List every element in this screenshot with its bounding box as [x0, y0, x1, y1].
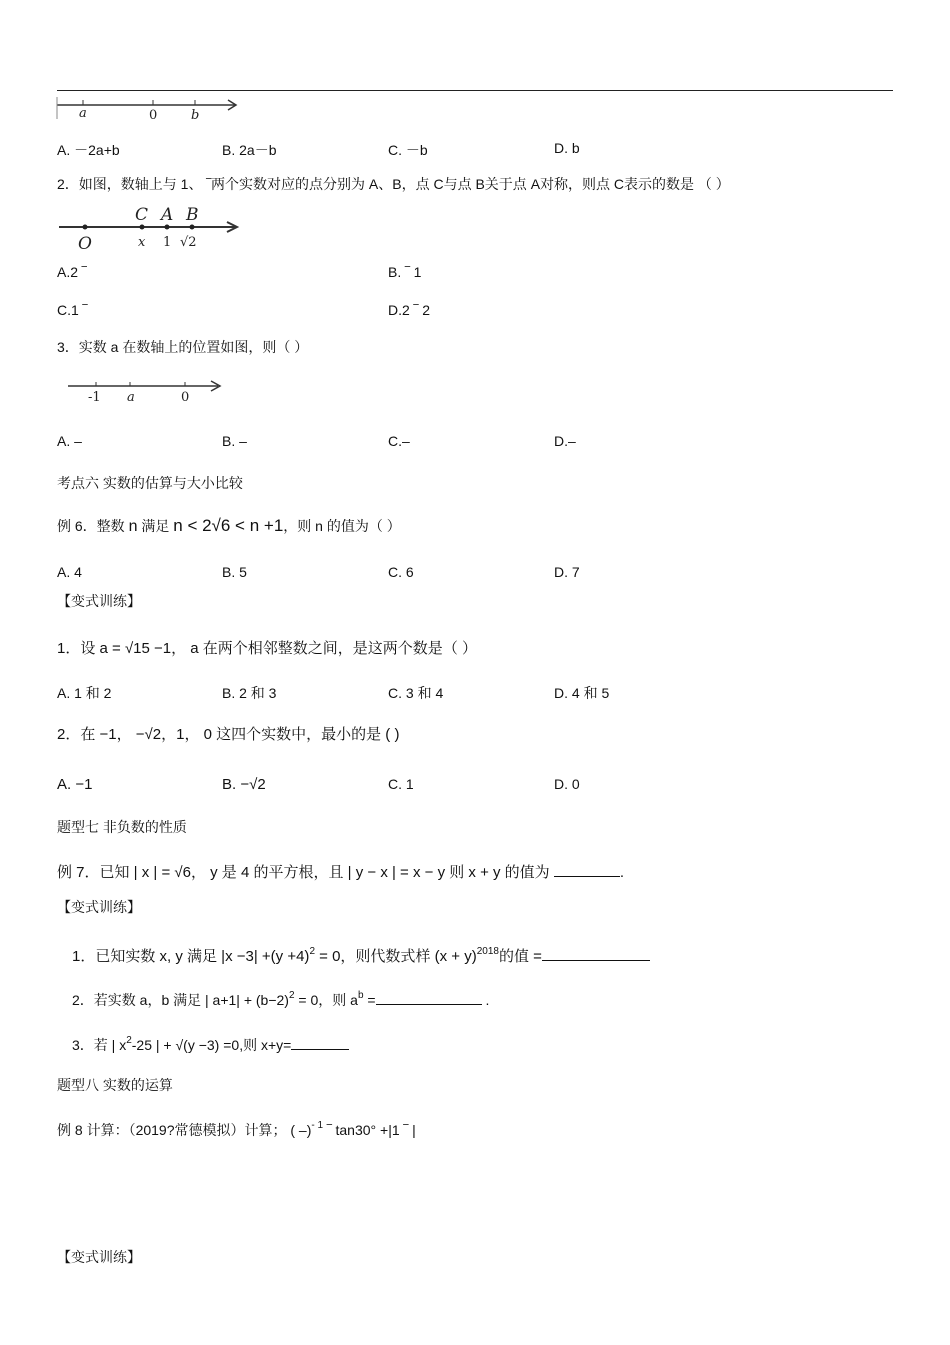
v7-1-stem	[72, 946, 650, 968]
v7-1-text-b: = 0，则代数式样 (x + y)	[315, 948, 477, 965]
section-6-title: 考点六 实数的估算与大小比较	[57, 475, 243, 491]
ex6-n: n	[128, 518, 138, 535]
q2-option-c: C.1 ‾	[57, 302, 88, 318]
v7-3-stem	[72, 1035, 349, 1057]
ex8-exp-neg1: - 1	[311, 1120, 324, 1131]
section-7-title: 题型七 非负数的性质	[57, 819, 187, 835]
v7-1-exp-2018: 2018	[476, 946, 499, 957]
example-6-stem	[57, 517, 401, 536]
ex6-stem-c: ，则	[283, 518, 312, 534]
top-rule	[57, 90, 893, 91]
q3-option-d: D.–	[554, 433, 576, 449]
v6-2-stem: 2．在 −1， −√2，1， 0 这四个实数中，最小的是 ( )	[57, 726, 400, 743]
variant-training-heading-3: 【变式训练】	[57, 1249, 141, 1265]
q2-option-d: D.2 ‾ 2	[388, 302, 431, 318]
ex7-answer-blank	[554, 862, 620, 877]
q2-stem: 2．如图，数轴上与 1、 ‾两个实数对应的点分别为 A、B，点 C与点 B关于点 A对称，则点 C表示的数是 （ ）	[57, 176, 730, 192]
ex8-text-b: ‾ tan30° +|1 ‾ |	[323, 1122, 416, 1138]
q2-option-a: A.2 ‾	[57, 264, 87, 280]
number-line-figure-1	[57, 97, 242, 122]
fig2-label-x: x	[138, 235, 146, 250]
v7-2-exp-b: b	[357, 990, 364, 1001]
fig2-label-1: 1	[163, 235, 172, 250]
fig2-label-C: C	[135, 205, 149, 225]
ex6-option-b: B. 5	[222, 564, 247, 580]
ex6-stem-a: 例 6．整数	[57, 518, 125, 534]
ex8-text-a: 例 8 计算：（2019?常德模拟）计算； ( –)	[57, 1122, 312, 1138]
v7-2-text-b: = 0，则 a	[294, 992, 358, 1008]
fig2-label-O: O	[78, 234, 92, 254]
q3-option-a: A. –	[57, 433, 82, 449]
v7-1-answer-blank	[542, 946, 650, 961]
fig1-label-0: 0	[149, 108, 158, 123]
variant-training-heading-1: 【变式训练】	[57, 593, 141, 609]
v7-3-text-a: 3．若 | x	[72, 1037, 127, 1053]
q1-option-b: B. 2a－b	[222, 142, 277, 158]
number-line-figure-2	[57, 203, 247, 253]
fig2-label-B: B	[186, 205, 199, 225]
ex7-stem-text: 例 7．已知 | x | = √6， y 是 4 的平方根，且 | y − x | = x − y 则 x + y 的值为	[57, 864, 550, 881]
fig1-label-a: a	[79, 106, 87, 121]
v7-3-answer-blank	[291, 1035, 349, 1050]
q2-option-b: B. ‾ 1	[388, 264, 422, 280]
fig3-label-0: 0	[181, 390, 190, 405]
ex6-stem-d: n 的值为（ ）	[315, 518, 401, 534]
v7-2-stem: 2．若实数 a，b 满足 | $a+1| + (b-2)^2 = 0$，则 $a^b$ = .	[72, 990, 490, 1008]
fig2-label-A: A	[161, 205, 174, 225]
v6-2-option-c: C. 1	[388, 776, 414, 792]
fig3-label-neg1: -1	[88, 390, 101, 405]
q1-option-c: C. －b	[388, 142, 428, 158]
ex6-option-a: A. 4	[57, 564, 82, 580]
v6-1-option-b: B. 2 和 3	[222, 685, 277, 701]
ex6-option-c: C. 6	[388, 564, 414, 580]
v7-2-exp-2: 2	[288, 990, 295, 1001]
q1-option-d: D. b	[554, 140, 580, 156]
number-line-figure-3	[68, 378, 228, 406]
v7-2-text-c: =	[363, 992, 376, 1008]
v7-2-answer-blank	[376, 990, 482, 1005]
v6-2-option-b: B. −√2	[222, 776, 266, 793]
v7-3-text-b: -25 | + √(y −3) =0,则 x+y=	[131, 1037, 292, 1053]
v6-1-option-a: A. 1 和 2	[57, 685, 112, 701]
v7-1-text-a: 1．已知实数 x, y 满足 |x −3| +(y +4)	[72, 948, 310, 965]
ex6-option-d: D. 7	[554, 564, 580, 580]
ex6-inequality: n < 2√6 < n +1	[173, 516, 284, 535]
q1-option-a: A. －2a+b	[57, 142, 120, 158]
v7-2-text-a: 2．若实数 a，b 满足 | a+1| + (b−2)	[72, 992, 289, 1008]
v6-2-option-d: D. 0	[554, 776, 580, 792]
q3-option-b: B. –	[222, 433, 247, 449]
fig3-label-a: a	[127, 390, 135, 405]
v7-1-exp-2: 2	[309, 946, 315, 957]
q3-stem: 3．实数 a 在数轴上的位置如图，则（ ）	[57, 339, 309, 355]
example-8-stem	[57, 1121, 416, 1142]
fig1-label-b: b	[191, 108, 200, 123]
v6-2-option-a: A. −1	[57, 776, 93, 793]
v6-1-option-d: D. 4 和 5	[554, 685, 610, 701]
variant-training-heading-2: 【变式训练】	[57, 899, 141, 915]
v6-1-option-c: C. 3 和 4	[388, 685, 444, 701]
v6-1-stem: 1．设 a = √15 −1， a 在两个相邻整数之间，是这两个数是（ ）	[57, 640, 477, 657]
fig2-label-sqrt2: √2	[180, 235, 197, 250]
v7-1-text-c: 的值 =	[498, 948, 542, 965]
ex6-stem-b: 满足	[141, 518, 170, 534]
section-8-title: 题型八 实数的运算	[57, 1077, 173, 1093]
v7-3-exp-2: 2	[126, 1035, 132, 1046]
q3-option-c: C.–	[388, 433, 410, 449]
example-7-stem: 例 7．已知 | x | = √6， y 是 4 的平方根，且 | y − x | = x − y 则 x + y 的值为 .	[57, 864, 625, 881]
